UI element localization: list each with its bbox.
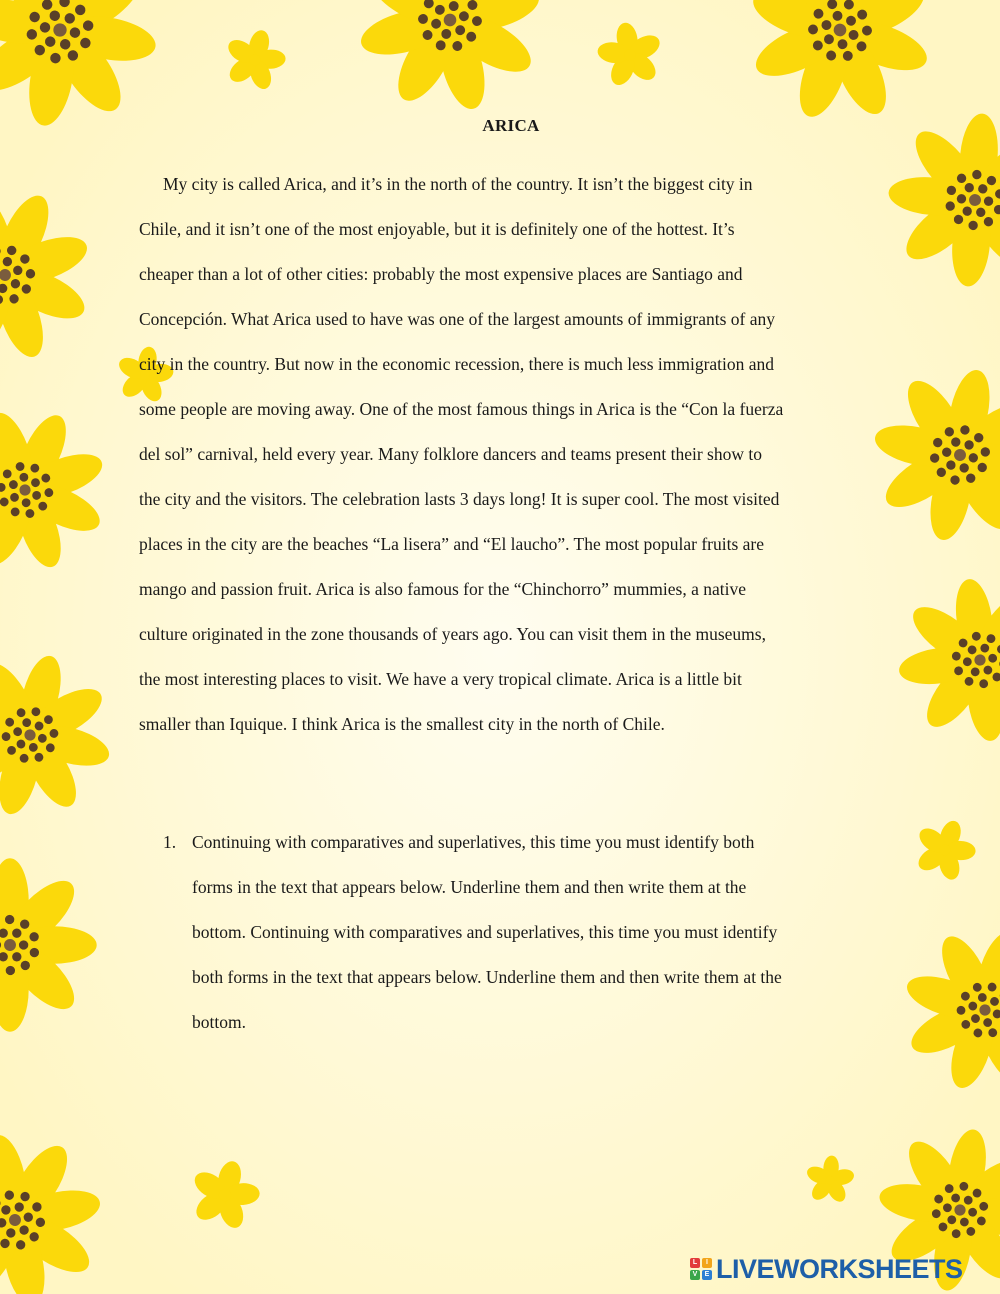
logo-mark-letter: I <box>702 1258 712 1268</box>
page-title: ARICA <box>482 116 540 135</box>
paragraph-line: places in the city are the beaches “La lisera” and “El laucho”. The most popular fruits are <box>139 534 765 554</box>
logo-text: LIVEWORKSHEETS <box>716 1253 963 1284</box>
instruction-line: Continuing with comparatives and superlatives, this time you must identify both <box>192 832 755 852</box>
paragraph-line: cheaper than a lot of other cities: probably the most expensive places are Santiago and <box>139 264 743 284</box>
instruction-line: both forms in the text that appears below. Underline them and then write them at the <box>192 967 782 987</box>
paragraph-line: Chile, and it isn’t one of the most enjoyable, but it is definitely one of the hottest. It’s <box>139 219 735 239</box>
paragraph-line: smaller than Iquique. I think Arica is the smallest city in the north of Chile. <box>139 714 665 734</box>
paragraph-line: the city and the visitors. The celebration lasts 3 days long! It is super cool. The most visited <box>139 489 780 509</box>
instruction-line: bottom. Continuing with comparatives and superlatives, this time you must identify <box>192 922 778 942</box>
instruction-line: bottom. <box>192 1012 246 1032</box>
instruction-number: 1. <box>163 832 177 852</box>
paragraph-line: some people are moving away. One of the most famous things in Arica is the “Con la fuerza <box>139 399 784 419</box>
paragraph-line: My city is called Arica, and it’s in the north of the country. It isn’t the biggest city in <box>163 174 753 194</box>
paragraph-line: culture originated in the zone thousands of years ago. You can visit them in the museums, <box>139 624 766 644</box>
instruction-line: forms in the text that appears below. Underline them and then write them at the <box>192 877 747 897</box>
paragraph-line: mango and passion fruit. Arica is also famous for the “Chinchorro” mummies, a native <box>139 579 747 599</box>
liveworksheets-logo[interactable] <box>690 1254 963 1284</box>
logo-mark-letter: V <box>690 1270 700 1280</box>
logo-mark-icon <box>690 1258 712 1280</box>
paragraph-line: Concepción. What Arica used to have was one of the largest amounts of immigrants of any <box>139 309 775 329</box>
logo-mark-letter: E <box>702 1270 712 1280</box>
paragraph-line: city in the country. But now in the economic recession, there is much less immigration and <box>139 354 775 374</box>
paragraph-line: del sol” carnival, held every year. Many folklore dancers and teams present their show to <box>139 444 762 464</box>
logo-mark-letter: L <box>690 1258 700 1268</box>
paragraph-line: the most interesting places to visit. We have a very tropical climate. Arica is a little bit <box>139 669 742 689</box>
